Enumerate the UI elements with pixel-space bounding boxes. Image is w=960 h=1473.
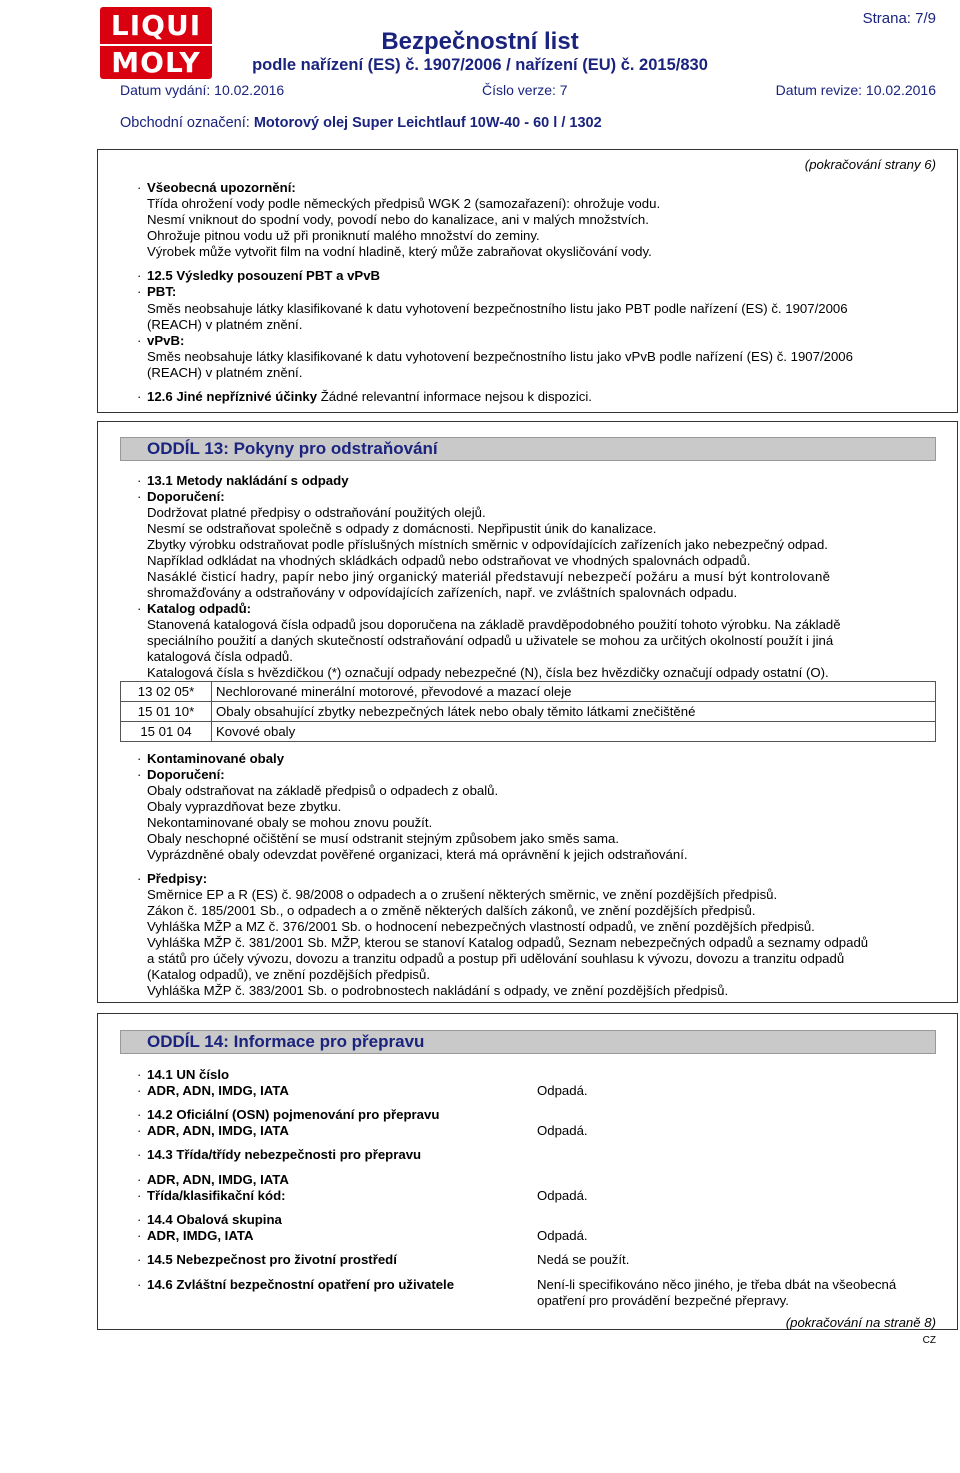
waste-code: 15 01 04 bbox=[121, 722, 212, 742]
general-notes-heading: Všeobecná upozornění: bbox=[147, 180, 296, 195]
other-effects: 12.6 Jiné nepříznivé účinky Žádné relevantní informace nejsou k dispozici. bbox=[147, 389, 592, 404]
waste-catalog-text: katalogová čísla odpadů. bbox=[147, 649, 293, 664]
table-row bbox=[121, 722, 936, 742]
packaging-line: Obaly vyprazdňovat beze zbytku. bbox=[147, 799, 342, 814]
general-note: Nesmí vniknout do spodní vody, povodí nebo do kanalizace, ani v malých množstvích. bbox=[147, 212, 649, 227]
continued-to: (pokračování na straně 8) bbox=[785, 1315, 936, 1330]
waste-description: Obaly obsahující zbytky nebezpečných látek nebo obaly těmito látkami znečištěné bbox=[212, 702, 936, 722]
special-precautions-value: opatření pro provádění bezpečné přepravy. bbox=[537, 1293, 789, 1308]
shipping-name-value: Odpadá. bbox=[537, 1123, 588, 1138]
recommendation-line: Nasáklé čisticí hadry, papír nebo jiný organický materiál představují nebezpečí požáru a musí být kontrolovaně bbox=[147, 569, 831, 584]
table-row bbox=[121, 682, 936, 702]
vpvb-text: (REACH) v platném znění. bbox=[147, 365, 303, 380]
class-code-value: Odpadá. bbox=[537, 1188, 588, 1203]
waste-methods-heading: 13.1 Metody nakládání s odpady bbox=[147, 473, 349, 488]
waste-catalog-label: Katalog odpadů: bbox=[147, 601, 252, 616]
regulation-line: Zákon č. 185/2001 Sb., o odpadech a o změně některých dalších zákonů, ve znění pozdějších předpisů. bbox=[147, 903, 756, 918]
packaging-line: Nekontaminované obaly se mohou znovu použít. bbox=[147, 815, 433, 830]
waste-description: Nechlorované minerální motorové, převodové a mazací oleje bbox=[212, 682, 936, 702]
regulation-line: a států pro účely vývozu, dovozu a tranzitu odpadů a postup při udělování souhlasu k vývozu, dovozu a tranzitu odpadů bbox=[147, 951, 845, 966]
recommendation-line: shromažďovány a odstraňovány v odpovídajících zařízeních, např. ve zvláštních spalovnách odpadu. bbox=[147, 585, 738, 600]
waste-catalog-text: Katalogová čísla s hvězdičkou (*) označují odpady nebezpečné (N), čísla bez hvězdičky označují odpady ostatní (O). bbox=[147, 665, 829, 680]
transport-modes: ADR, ADN, IMDG, IATA bbox=[147, 1123, 289, 1138]
document-title: Bezpečnostní list bbox=[381, 28, 579, 55]
regulation-line: (Katalog odpadů), ve znění pozdějších předpisů. bbox=[147, 967, 430, 982]
recommendation-line: Dodržovat platné předpisy o odstraňování použitých olejů. bbox=[147, 505, 486, 520]
special-precautions-heading: 14.6 Zvláštní bezpečnostní opatření pro uživatele bbox=[147, 1277, 455, 1292]
trade-name: Obchodní označení: Motorový olej Super Leichtlauf 10W-40 - 60 l / 1302 bbox=[120, 115, 602, 131]
packing-group-value: Odpadá. bbox=[537, 1228, 588, 1243]
issue-date: Datum vydání: 10.02.2016 bbox=[120, 82, 285, 98]
recommendation-label: Doporučení: bbox=[147, 489, 225, 504]
liqui-moly-logo: LIQUI MOLY bbox=[100, 7, 212, 79]
special-precautions-value: Není-li specifikováno něco jiného, je třeba dbát na všeobecná bbox=[537, 1277, 897, 1292]
table-row bbox=[121, 702, 936, 722]
hazard-class-heading: 14.3 Třída/třídy nebezpečnosti pro přepravu bbox=[147, 1147, 422, 1162]
contaminated-packaging-label: Kontaminované obaly bbox=[147, 751, 285, 766]
section-13-title: ODDÍL 13: Pokyny pro odstraňování bbox=[120, 437, 936, 461]
pbt-label: PBT: bbox=[147, 284, 177, 299]
general-note: Třída ohrožení vody podle německých předpisů WGK 2 (samozařazení): ohrožuje vodu. bbox=[147, 196, 661, 211]
version-number: Číslo verze: 7 bbox=[482, 82, 568, 98]
waste-catalog-text: speciálního použití a daných skutečností odstraňování odpadů u uživatele se mohou za určitých okolností použít i jiná bbox=[147, 633, 834, 648]
pbt-text: (REACH) v platném znění. bbox=[147, 317, 303, 332]
packing-group-heading: 14.4 Obalová skupina bbox=[147, 1212, 282, 1227]
pbt-text: Směs neobsahuje látky klasifikované k datu vyhotovení bezpečnostního listu jako PBT podle nařízení (ES) č. 1907/2006 bbox=[147, 301, 848, 316]
regulation-line: Směrnice EP a R (ES) č. 98/2008 o odpadech a o zrušení některých směrnic, ve znění pozdějších předpisů. bbox=[147, 887, 778, 902]
language-code: CZ bbox=[922, 1335, 936, 1346]
packaging-line: Obaly odstraňovat na základě předpisů o odpadech z obalů. bbox=[147, 783, 499, 798]
shipping-name-heading: 14.2 Oficiální (OSN) pojmenování pro přepravu bbox=[147, 1107, 440, 1122]
recommendation-line: Nesmí se odstraňovat společně s odpady z domácnosti. Nepřipustit únik do kanalizace. bbox=[147, 521, 657, 536]
waste-description: Kovové obaly bbox=[212, 722, 936, 742]
packaging-line: Vyprázdněné obaly odevzdat pověřené organizaci, která má oprávnění k jejich odstraňování. bbox=[147, 847, 688, 862]
environmental-hazard-heading: 14.5 Nebezpečnost pro životní prostředí bbox=[147, 1252, 397, 1267]
transport-modes: ADR, ADN, IMDG, IATA bbox=[147, 1083, 289, 1098]
regulation-line: Vyhláška MŽP a MZ č. 376/2001 Sb. o hodnocení nebezpečných vlastností odpadů, ve znění pozdějších předpisů. bbox=[147, 919, 815, 934]
section-14-title: ODDÍL 14: Informace pro přepravu bbox=[120, 1030, 936, 1054]
general-note: Výrobek může vytvořit film na vodní hladině, který může zabraňovat okysličování vody. bbox=[147, 244, 652, 259]
pbt-heading: 12.5 Výsledky posouzení PBT a vPvB bbox=[147, 268, 381, 283]
waste-code: 15 01 10* bbox=[121, 702, 212, 722]
waste-catalog-text: Stanovená katalogová čísla odpadů jsou doporučena na základě pravděpodobného použití tohoto výrobku. Na základě bbox=[147, 617, 841, 632]
vpvb-label: vPvB: bbox=[147, 333, 185, 348]
general-note: Ohrožuje pitnou vodu už při proniknutí malého množství do zeminy. bbox=[147, 228, 540, 243]
regulation-line: Vyhláška MŽP č. 383/2001 Sb. o podrobnostech nakládání s odpady, ve znění pozdějších předpisů. bbox=[147, 983, 729, 998]
environmental-hazard-value: Nedá se použít. bbox=[537, 1252, 630, 1267]
transport-modes: ADR, IMDG, IATA bbox=[147, 1228, 254, 1243]
continued-from: (pokračování strany 6) bbox=[804, 157, 936, 172]
un-number-heading: 14.1 UN číslo bbox=[147, 1067, 230, 1082]
document-subtitle: podle nařízení (ES) č. 1907/2006 / nařízení (EU) č. 2015/830 bbox=[252, 56, 708, 74]
regulation-line: Vyhláška MŽP č. 381/2001 Sb. MŽP, kterou se stanoví Katalog odpadů, Seznam nebezpečných odpadů a seznamy odpadů bbox=[147, 935, 869, 950]
class-code-label: Třída/klasifikační kód: bbox=[147, 1188, 286, 1203]
waste-code-table bbox=[120, 681, 936, 742]
packaging-recommendation-label: Doporučení: bbox=[147, 767, 225, 782]
page-number: Strana: 7/9 bbox=[862, 10, 936, 27]
transport-modes: ADR, ADN, IMDG, IATA bbox=[147, 1172, 289, 1187]
vpvb-text: Směs neobsahuje látky klasifikované k datu vyhotovení bezpečnostního listu jako vPvB podle nařízení (ES) č. 1907/2006 bbox=[147, 349, 853, 364]
recommendation-line: Zbytky výrobku odstraňovat podle příslušných místních směrnic v odpovídajících zařízeních jako nebezpečný odpad. bbox=[147, 537, 828, 552]
recommendation-line: Například odkládat na vhodných skládkách odpadů nebo odstraňovat ve vhodných spalovnách odpadů. bbox=[147, 553, 751, 568]
revision-date: Datum revize: 10.02.2016 bbox=[775, 82, 936, 98]
regulations-label: Předpisy: bbox=[147, 871, 208, 886]
un-number-value: Odpadá. bbox=[537, 1083, 588, 1098]
waste-code: 13 02 05* bbox=[121, 682, 212, 702]
packaging-line: Obaly neschopné očištění se musí odstranit stejným způsobem jako směs sama. bbox=[147, 831, 620, 846]
